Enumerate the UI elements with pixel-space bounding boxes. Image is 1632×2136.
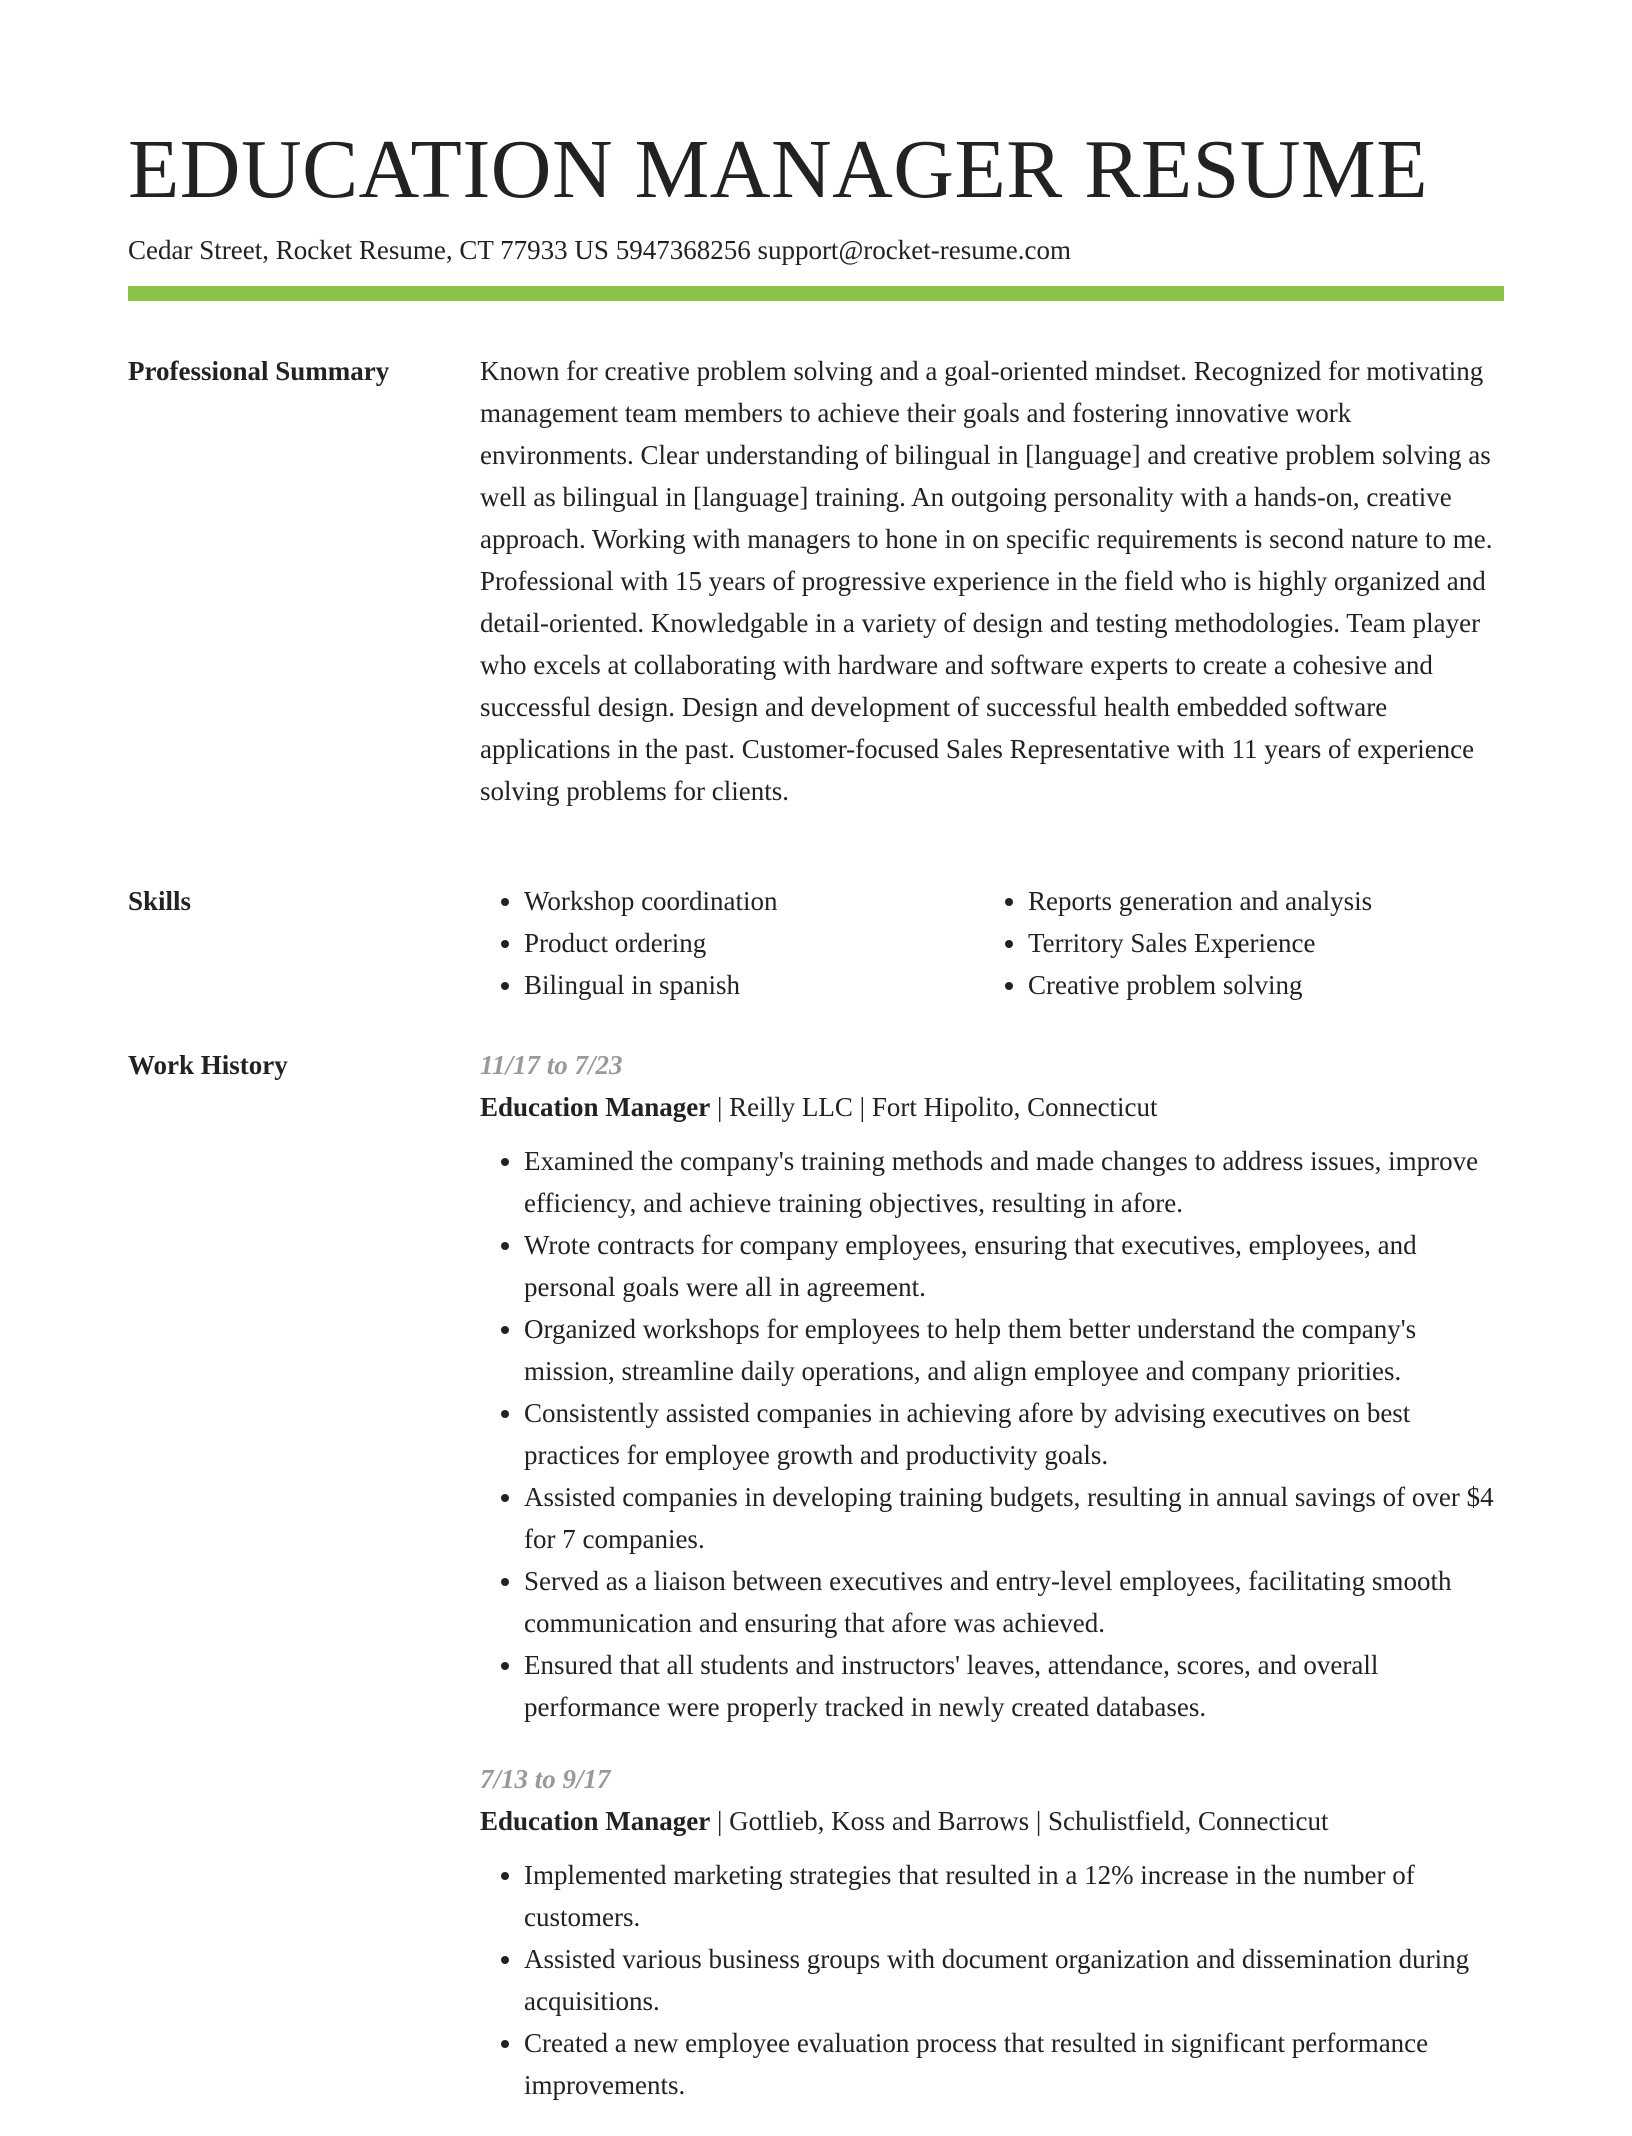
duty-item: • Implemented marketing strategies that resulted in a 12% increase in the number of customers. <box>524 1854 1504 1938</box>
duty-item: • Organized workshops for employees to help them better understand the company's mission, streamline daily operations, and align employee and company priorities. <box>524 1308 1504 1392</box>
summary-text: Known for creative problem solving and a goal-oriented mindset. Recognized for motivating management team members to achieve their goals and fostering innovative work environments. Clear understanding of bilingual in [language] and creative problem solving as well as bilingual in [language] training. An outgoing personality with a hands-on, creative approach. Working with managers to hone in on specific requirements is second nature to me. Professional with 15 years of progressive experience in the field who is highly organized and detail-oriented. Knowledgable in a variety of design and testing methodologies. Team player who excels at collaborating with hardware and software experts to create a cohesive and successful design. Design and development of successful health embedded software applications in the past. Customer-focused Sales Representative with 11 years of experience solving problems for clients. <box>480 356 1493 806</box>
header-accent-rule <box>128 286 1504 301</box>
skill-item: • Territory Sales Experience <box>1028 922 1488 964</box>
skill-item: • Bilingual in spanish <box>524 964 984 1006</box>
job-details: | Gottlieb, Koss and Barrows | Schulistfield, Connecticut <box>710 1806 1329 1836</box>
duty-item: • Assisted various business groups with document organization and dissemination during acquisitions. <box>524 1938 1504 2022</box>
summary-body <box>480 350 1504 812</box>
duty-item: • Created a new employee evaluation process that resulted in significant performance improvements. <box>524 2022 1504 2106</box>
job-title: Education Manager <box>480 1092 711 1122</box>
contact-line: Cedar Street, Rocket Resume, CT 77933 US 5947368256 support@rocket-resume.com <box>128 235 1071 265</box>
skills-column-right <box>984 880 1488 1006</box>
skills-heading: Skills <box>128 886 192 916</box>
job-duties <box>480 1854 1504 2106</box>
skill-item: • Product ordering <box>524 922 984 964</box>
skills-body <box>480 880 1504 1006</box>
job-heading <box>480 1800 1504 1842</box>
summary-heading: Professional Summary <box>128 356 390 386</box>
resume-title: EDUCATION MANAGER RESUME <box>128 123 1429 216</box>
job-heading <box>480 1086 1504 1128</box>
duty-item: • Served as a liaison between executives and entry-level employees, facilitating smooth communication and ensuring that afore was achieved. <box>524 1560 1504 1644</box>
duty-item: • Wrote contracts for company employees, ensuring that executives, employees, and personal goals were all in agreement. <box>524 1224 1504 1308</box>
job-entry <box>480 1044 1504 1728</box>
skill-item: • Workshop coordination <box>524 880 984 922</box>
job-title: Education Manager <box>480 1806 711 1836</box>
skill-item: • Creative problem solving <box>1028 964 1488 1006</box>
job-details: | Reilly LLC | Fort Hipolito, Connecticut <box>710 1092 1158 1122</box>
work-history-heading: Work History <box>128 1050 288 1080</box>
work-history-body <box>480 1044 1504 2136</box>
duty-item: • Assisted companies in developing training budgets, resulting in annual savings of over $4 for 7 companies. <box>524 1476 1504 1560</box>
skills-column-left <box>480 880 984 1006</box>
duty-item: • Ensured that all students and instructors' leaves, attendance, scores, and overall performance were properly tracked in newly created databases. <box>524 1644 1504 1728</box>
duty-item: • Consistently assisted companies in achieving afore by advising executives on best practices for employee growth and productivity goals. <box>524 1392 1504 1476</box>
skill-item: • Reports generation and analysis <box>1028 880 1488 922</box>
skills-grid <box>480 880 1504 1006</box>
job-date: 11/17 to 7/23 <box>480 1050 623 1080</box>
job-date: 7/13 to 9/17 <box>480 1764 611 1794</box>
job-entry <box>480 1758 1504 2106</box>
job-duties <box>480 1140 1504 1728</box>
duty-item: • Examined the company's training methods and made changes to address issues, improve efficiency, and achieve training objectives, resulting in afore. <box>524 1140 1504 1224</box>
